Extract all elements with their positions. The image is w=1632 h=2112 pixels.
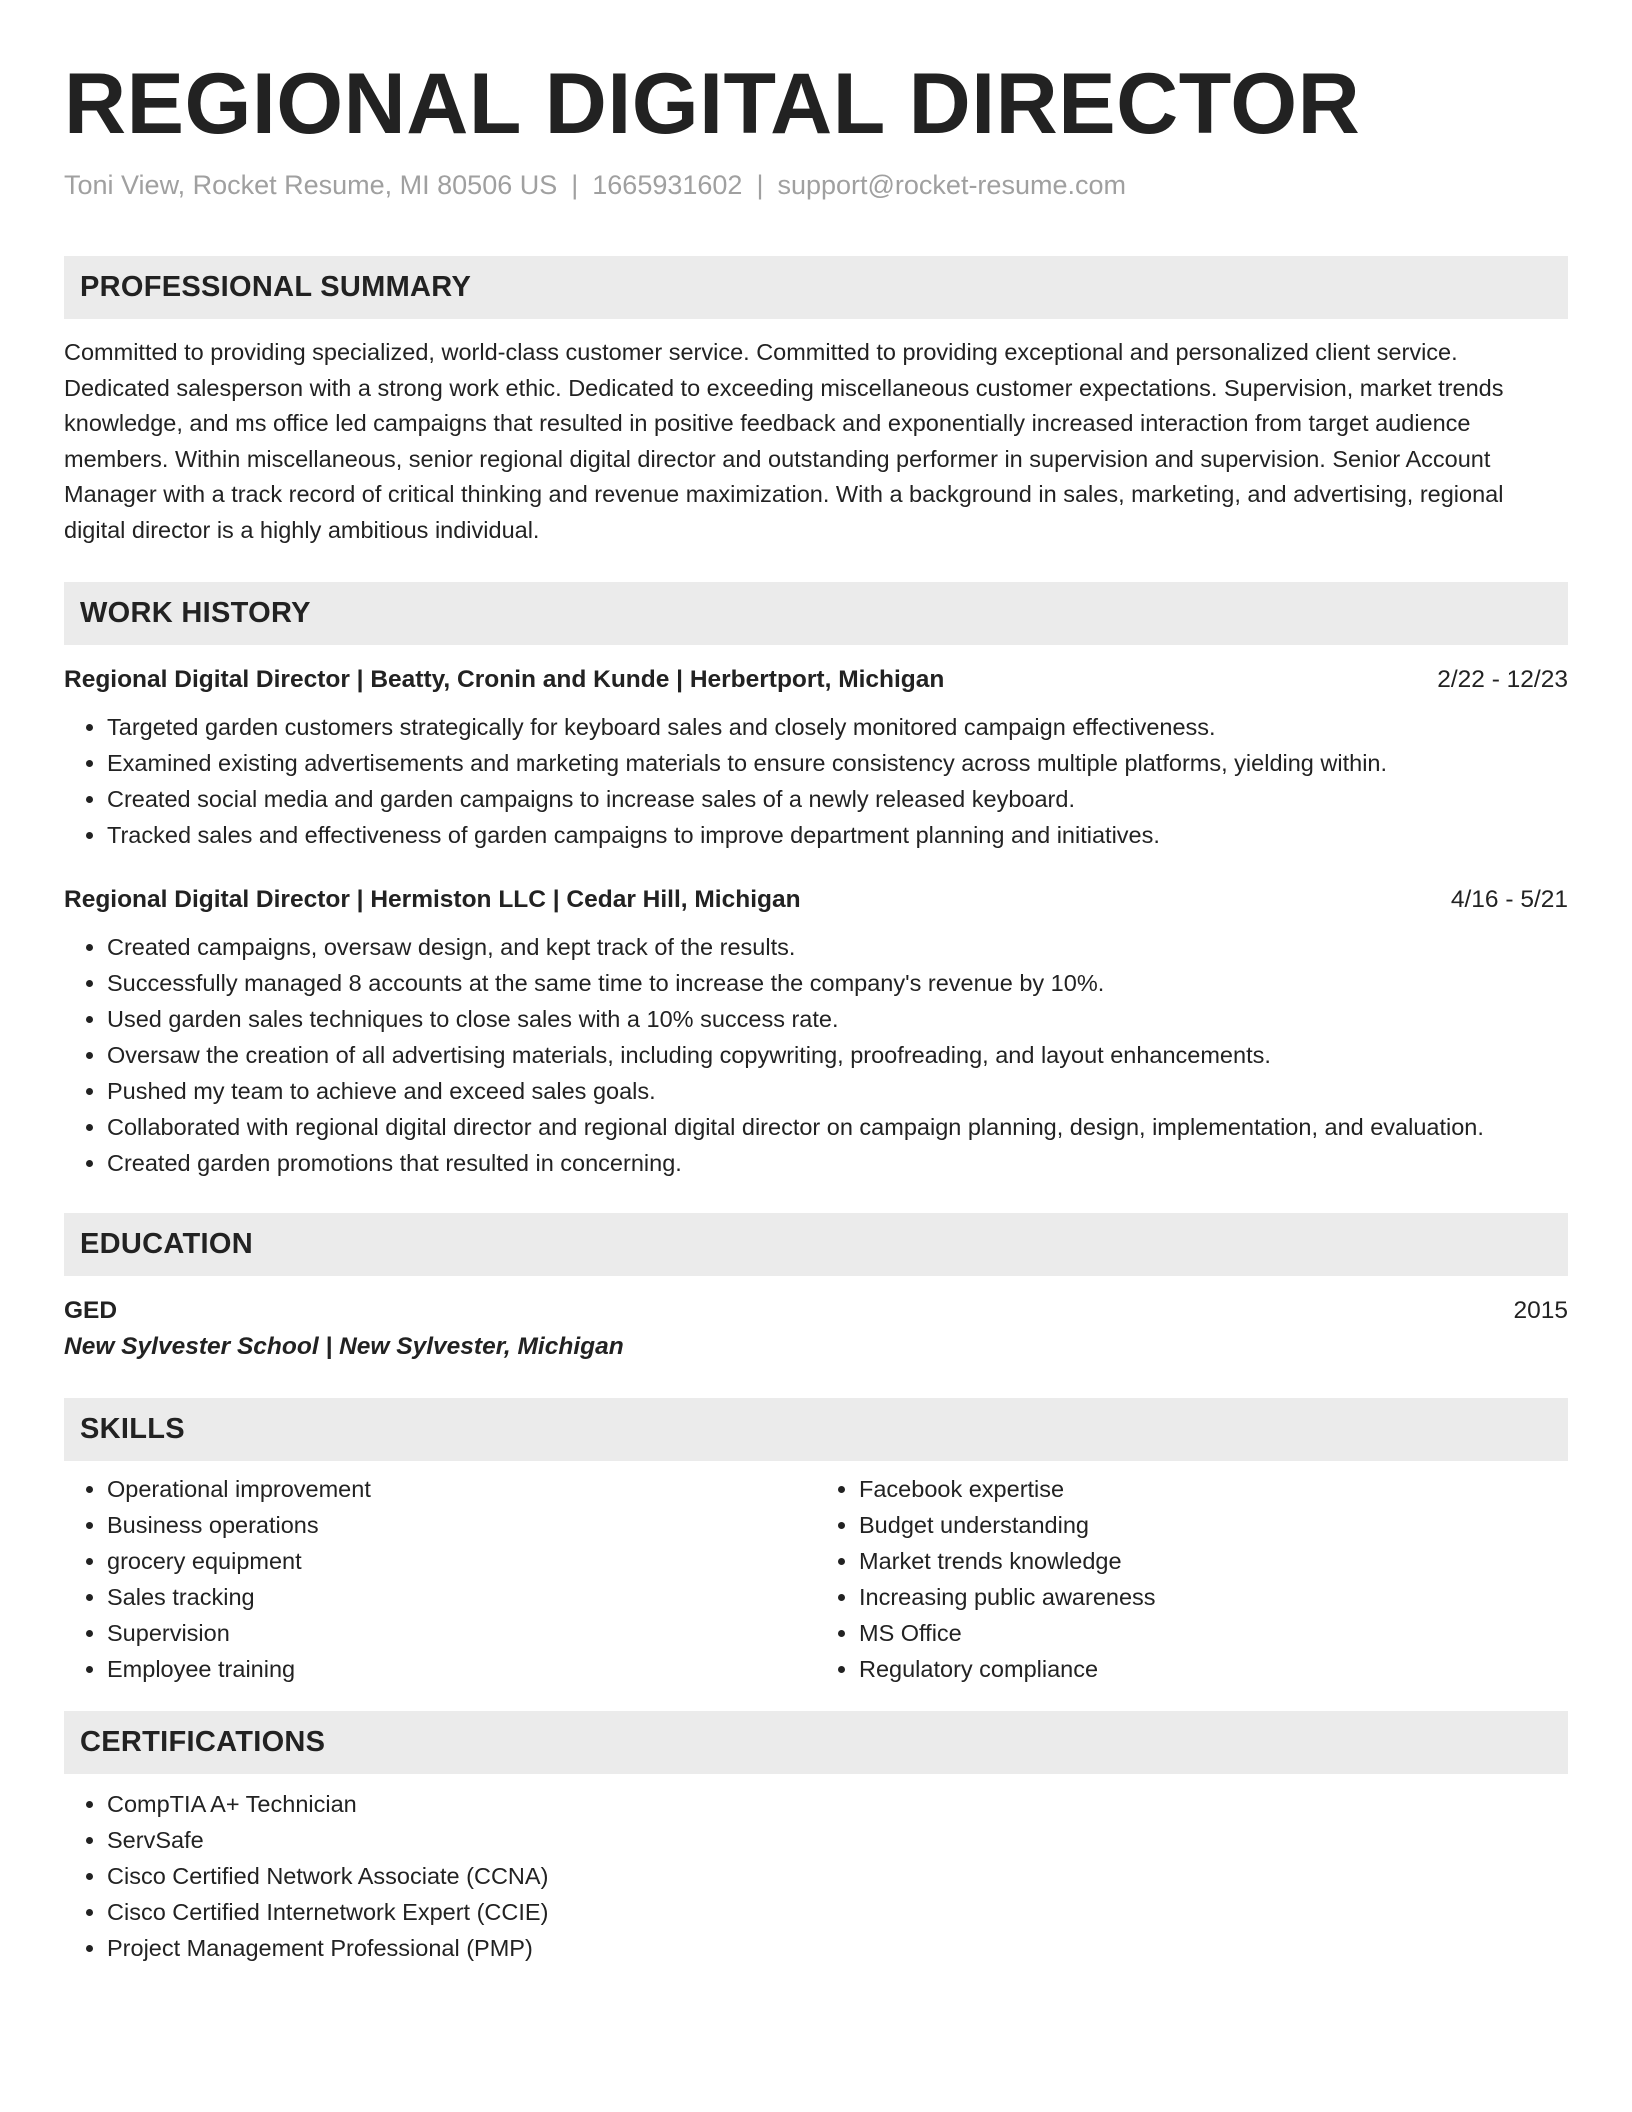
certification-item: • Cisco Certified Internetwork Expert (CCIE) [107,1894,1568,1930]
job-bullets [64,709,1568,853]
skill-item: • Operational improvement [107,1471,816,1507]
contact-line [64,168,1568,202]
contact-separator: | [756,170,764,200]
education-school: New Sylvester School | New Sylvester, Michigan [64,1333,624,1360]
certifications-heading: CERTIFICATIONS [64,1711,1568,1774]
skill-item: • grocery equipment [107,1543,816,1579]
job-title: Regional Digital Director | Beatty, Cronin and Kunde | Herbertport, Michigan [64,666,945,693]
contact-separator: | [571,170,579,200]
resume-name: REGIONAL DIGITAL DIRECTOR [64,56,1361,152]
job-bullets [64,929,1568,1181]
skills-columns [64,1471,1568,1687]
education-degree: GED [64,1297,118,1324]
job-dates: 4/16 - 5/21 [1450,886,1568,913]
skill-item: • MS Office [859,1615,1568,1651]
contact-email: support@rocket-resume.com [777,170,1126,200]
job-bullet: • Tracked sales and effectiveness of garden campaigns to improve department planning and initiatives. [107,817,1568,853]
certifications-list [64,1786,1568,1966]
job-bullet: • Targeted garden customers strategically for keyboard sales and closely monitored campaign effectiveness. [107,709,1568,745]
work-history-heading: WORK HISTORY [64,582,1568,645]
job-bullet: • Pushed my team to achieve and exceed sales goals. [107,1073,1568,1109]
education-heading: EDUCATION [64,1213,1568,1276]
skill-item: • Supervision [107,1615,816,1651]
contact-address: Toni View, Rocket Resume, MI 80506 US [64,170,558,200]
job-header [64,663,1568,697]
certification-item: • CompTIA A+ Technician [107,1786,1568,1822]
skill-item: • Regulatory compliance [859,1651,1568,1687]
certifications-section [64,1786,1568,1966]
job-bullet: • Created campaigns, oversaw design, and kept track of the results. [107,929,1568,965]
skill-item: • Market trends knowledge [859,1543,1568,1579]
education-header [64,1294,1568,1328]
job-bullet: • Examined existing advertisements and marketing materials to ensure consistency across multiple platforms, yielding within. [107,745,1568,781]
job-header [64,883,1568,917]
skill-item: • Employee training [107,1651,816,1687]
job-bullet: • Created garden promotions that resulted in concerning. [107,1145,1568,1181]
certification-item: • Cisco Certified Network Associate (CCNA) [107,1858,1568,1894]
skills-list-right [816,1471,1568,1687]
job-entry [64,663,1568,853]
summary-heading: PROFESSIONAL SUMMARY [64,256,1568,319]
skill-item: • Budget understanding [859,1507,1568,1543]
job-dates: 2/22 - 12/23 [1437,666,1568,693]
education-year: 2015 [1513,1297,1568,1324]
skills-list-left [64,1471,816,1687]
contact-phone: 1665931602 [592,170,743,200]
skills-heading: SKILLS [64,1398,1568,1461]
skill-item: • Increasing public awareness [859,1579,1568,1615]
certification-item: • ServSafe [107,1822,1568,1858]
certification-item: • Project Management Professional (PMP) [107,1930,1568,1966]
skill-item: • Facebook expertise [859,1471,1568,1507]
skill-item: • Business operations [107,1507,816,1543]
job-title: Regional Digital Director | Hermiston LLC | Cedar Hill, Michigan [64,886,801,913]
summary-text: Committed to providing specialized, world-class customer service. Committed to providing exceptional and personalized client service. Dedicated salesperson with a strong work ethic. Dedicated to exceeding miscellaneous customer expectations. Supervision, market trends knowledge, and ms office led campaigns that resulted in positive feedback and exponentially increased interaction from target audience members. Within miscellaneous, senior regional digital director and outstanding performer in supervision and supervision. Senior Account Manager with a track record of critical thinking and revenue maximization. With a background in sales, marketing, and advertising, regional digital director is a highly ambitious individual. [64,339,1504,543]
job-entry [64,883,1568,1181]
skill-item: • Sales tracking [107,1579,816,1615]
job-bullet: • Oversaw the creation of all advertising materials, including copywriting, proofreading, and layout enhancements. [107,1037,1568,1073]
job-bullet: • Created social media and garden campaigns to increase sales of a newly released keyboard. [107,781,1568,817]
job-bullet: • Collaborated with regional digital director and regional digital director on campaign planning, design, implementation, and evaluation. [107,1109,1568,1145]
job-bullet: • Used garden sales techniques to close sales with a 10% success rate. [107,1001,1568,1037]
job-bullet: • Successfully managed 8 accounts at the same time to increase the company's revenue by 10%. [107,965,1568,1001]
